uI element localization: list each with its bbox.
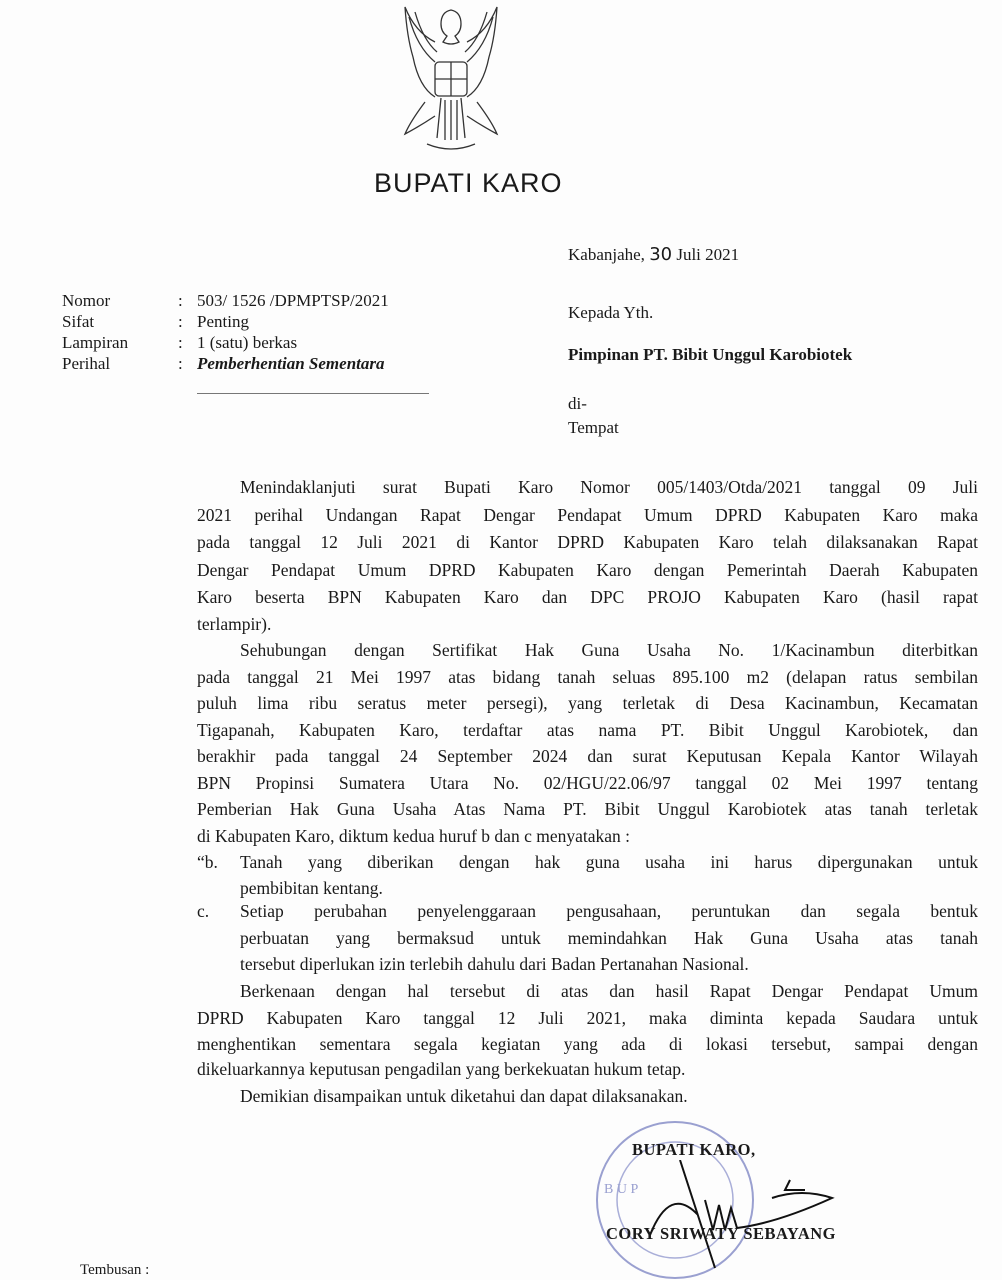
meta-colon: : — [178, 291, 183, 310]
cc-label: Tembusan : — [80, 1262, 150, 1278]
list-item-line: Setiap perubahan penyelenggaraan pengusahaan, peruntukan dan segala bentuk — [240, 901, 978, 921]
meta-value: 1 (satu) berkas — [197, 333, 298, 352]
handwritten-day: 30 — [649, 244, 673, 265]
recipient-name: Pimpinan PT. Bibit Unggul Karobiotek — [568, 345, 853, 364]
garuda-emblem-icon — [395, 2, 507, 160]
list-item-line: Tanah yang diberikan dengan hak guna usaha ini harus dipergunakan untuk — [240, 852, 978, 872]
paragraph-line: Demikian disampaikan untuk diketahui dan dapat dilaksanakan. — [240, 1086, 688, 1106]
place: Kabanjahe, — [568, 245, 645, 264]
signatory-title: BUPATI KARO, — [632, 1140, 756, 1159]
meta-value: Pemberhentian Sementara — [197, 354, 385, 373]
recipient-greeting: Kepada Yth. — [568, 303, 654, 322]
meta-colon: : — [178, 333, 183, 352]
paragraph-line: Sehubungan dengan Sertifikat Hak Guna Usaha No. 1/Kacinambun diterbitkan — [240, 640, 978, 660]
paragraph-line: 2021 perihal Undangan Rapat Dengar Pendapat Umum DPRD Kabupaten Karo maka — [197, 505, 978, 525]
paragraph-line: BPN Propinsi Sumatera Utara No. 02/HGU/22.06/97 tanggal 02 Mei 1997 tentang — [197, 773, 978, 793]
paragraph-line: Menindaklanjuti surat Bupati Karo Nomor 005/1403/Otda/2021 tanggal 09 Juli — [240, 477, 978, 497]
meta-label: Sifat — [62, 312, 95, 331]
list-item-line: perbuatan yang bermaksud untuk memindahkan Hak Guna Usaha atas tanah — [240, 928, 978, 948]
list-item-label: “b. — [197, 852, 218, 872]
meta-label: Lampiran — [62, 333, 129, 352]
paragraph-line: terlampir). — [197, 614, 272, 634]
paragraph-line: Berkenaan dengan hal tersebut di atas dan hasil Rapat Dengar Pendapat Umum — [240, 981, 978, 1001]
meta-label: Perihal — [62, 354, 111, 373]
paragraph-line: Karo beserta BPN Kabupaten Karo dan DPC PROJO Kabupaten Karo (hasil rapat — [197, 587, 978, 607]
stamp-text: B U P — [604, 1182, 639, 1197]
paragraph-line: Pemberian Hak Guna Usaha Atas Nama PT. Bibit Unggul Karobiotek atas tanah terletak — [197, 799, 978, 819]
paragraph-line: pada tanggal 21 Mei 1997 atas bidang tanah seluas 895.100 m2 (delapan ratus sembilan — [197, 667, 978, 687]
list-item-label: c. — [197, 901, 210, 921]
perihal-underline — [197, 393, 429, 394]
paragraph-line: di Kabupaten Karo, diktum kedua huruf b dan c menyatakan : — [197, 826, 630, 846]
meta-label: Nomor — [62, 291, 111, 310]
paragraph-line: berakhir pada tanggal 24 September 2024 dan surat Keputusan Kepala Kantor Wilayah — [197, 746, 978, 766]
signatory-name: CORY SRIWATY SEBAYANG — [606, 1224, 836, 1243]
meta-colon: : — [178, 354, 183, 373]
list-item-line: pembibitan kentang. — [240, 878, 383, 898]
paragraph-line: Tigapanah, Kabupaten Karo, terdaftar atas nama PT. Bibit Unggul Karobiotek, dan — [197, 720, 978, 740]
recipient-place: Tempat — [568, 418, 619, 437]
list-item-line: tersebut diperlukan izin terlebih dahulu dari Badan Pertanahan Nasional. — [240, 954, 749, 974]
letter-header-title: BUPATI KARO — [374, 168, 563, 198]
paragraph-line: pada tanggal 12 Juli 2021 di Kantor DPRD Kabupaten Karo telah dilaksanakan Rapat — [197, 532, 978, 552]
meta-value: Penting — [197, 312, 249, 331]
paragraph-line: dikeluarkannya keputusan pengadilan yang berkekuatan hukum tetap. — [197, 1059, 686, 1079]
meta-colon: : — [178, 312, 183, 331]
recipient-di: di- — [568, 394, 587, 413]
place-date — [568, 244, 739, 265]
paragraph-line: Dengar Pendapat Umum DPRD Kabupaten Karo dengan Pemerintah Daerah Kabupaten — [197, 560, 978, 580]
handwritten-signature-icon — [640, 1160, 870, 1270]
paragraph-line: menghentikan sementara segala kegiatan yang ada di lokasi tersebut, sampai dengan — [197, 1034, 978, 1054]
paragraph-line: puluh lima ribu seratus meter persegi), yang terletak di Desa Kacinambun, Kecamatan — [197, 693, 978, 713]
meta-value: 503/ 1526 /DPMPTSP/2021 — [197, 291, 389, 310]
month-year: Juli 2021 — [676, 245, 740, 264]
paragraph-line: DPRD Kabupaten Karo tanggal 12 Juli 2021, maka diminta kepada Saudara untuk — [197, 1008, 978, 1028]
